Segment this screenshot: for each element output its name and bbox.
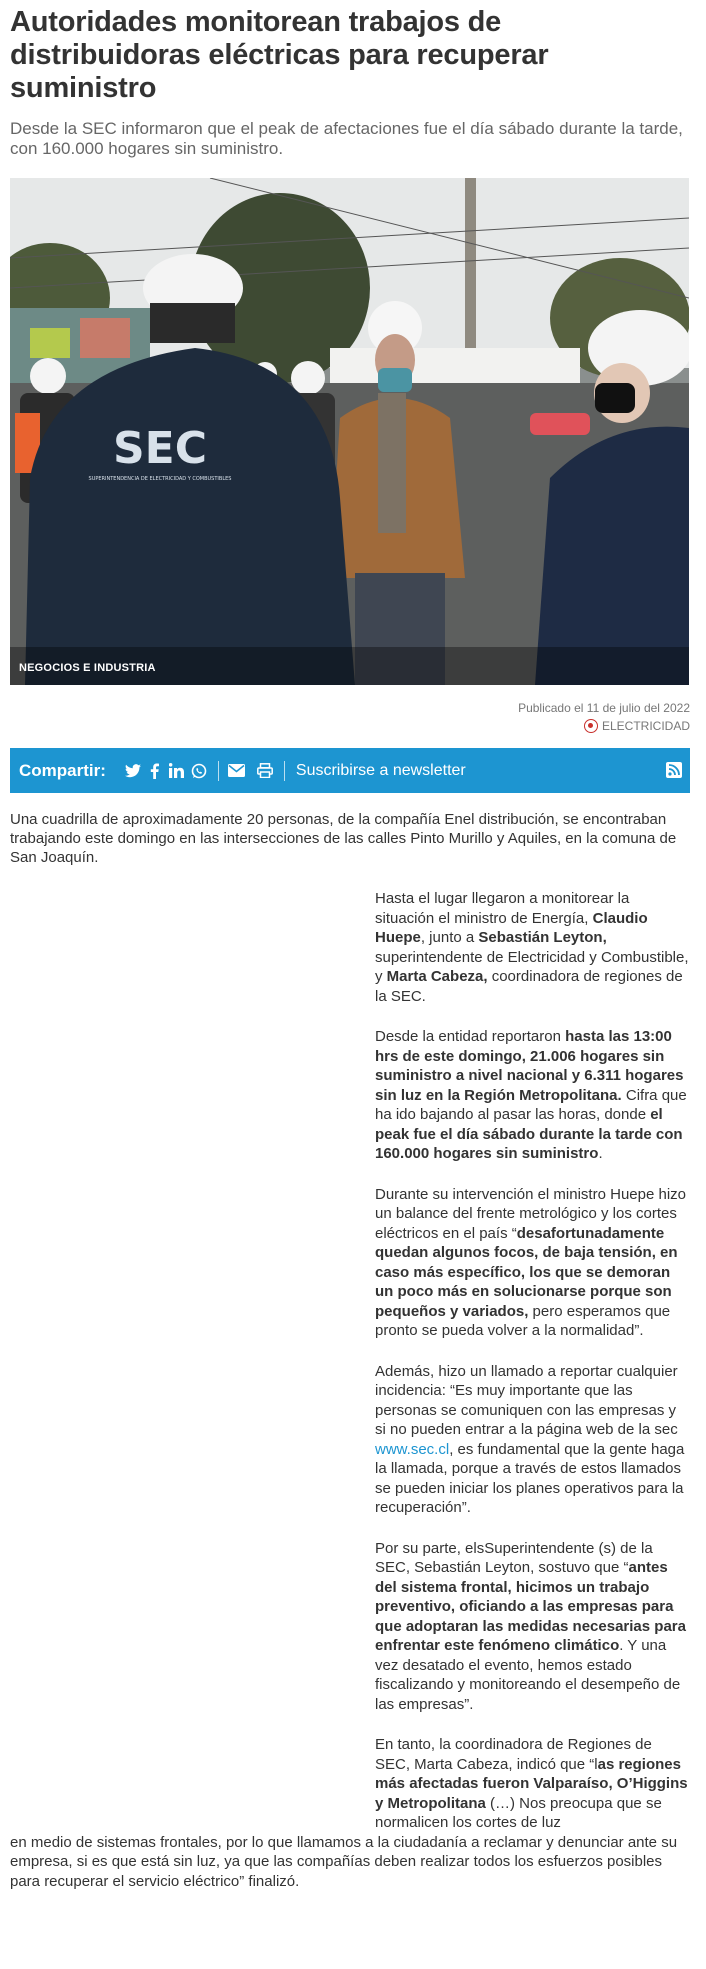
email-icon[interactable] [228,762,246,780]
twitter-icon[interactable] [124,762,142,780]
linkedin-icon[interactable] [168,762,186,780]
article [10,6,690,1891]
body-paragraph-6-continued: en medio de sistemas frontales, por lo que llamamos a la ciudadanía a reclamar y denunciar ante su empresa, si es que está sin luz, ya que las compañías deben realizar todos los esfuerzos posibles para recuperar el servicio eléctrico” finalizó. [10,1833,678,1890]
publish-date: Publicado el 11 de julio del 2022 [518,701,690,715]
rss-icon[interactable] [666,762,682,778]
body-paragraph-3: Durante su intervención el ministro Huepe hizo un balance del frente metrológico y los cortes eléctricos en el país “desafortunadamente quedan algunos focos, de baja tensión, en caso más específico, los que se demoran un poco más en solucionarse porque son pequeños y variados, pero esperamos que pronto se pueda volver a la normalidad”. [375,1185,686,1339]
body-paragraph-5: Por su parte, elsSuperintendente (s) de la SEC, Sebastián Leyton, sostuvo que “antes del sistema frontal, hicimos un trabajo preventivo, oficiando a las empresas para que adoptaran las medidas necesarias para enfrentar este fenómeno climático. Y una vez desatado el evento, hemos estado fiscalizando y monitoreando el desempeño de las empresas”. [375,1539,686,1713]
body-paragraph-2: Desde la entidad reportaron hasta las 13:00 hrs de este domingo, 21.006 hogares sin suministro a nivel nacional y 6.311 hogares sin luz en la Región Metropolitana. Cifra que ha ido bajando al pasar las horas, donde el peak fue el día sábado durante la tarde con 160.000 hogares sin suministro. [375,1028,687,1162]
article-body-column [375,889,690,1833]
category-label: ELECTRICIDAD [601,719,690,733]
jacket-text: SUPERINTENDENCIA DE ELECTRICIDAD Y COMBUSTIBLES [88,476,232,482]
image-category-tag[interactable]: NEGOCIOS E INDUSTRIA [19,662,156,674]
whatsapp-icon[interactable] [190,762,208,780]
article-title: Autoridades monitorean trabajos de distribuidoras eléctricas para recuperar suministro [10,6,549,104]
hero-image [10,178,689,685]
body-paragraph-6: En tanto, la coordinadora de Regiones de SEC, Marta Cabeza, indicó que “las regiones más afectadas fueron Valparaíso, O’Higgins y Metropolitana (…) Nos preocupa que se normalicen los cortes de luz [375,1736,688,1831]
sec-website-link[interactable]: www.sec.cl [375,1440,450,1458]
share-label: Compartir: [19,760,106,780]
article-subtitle: Desde la SEC informaron que el peak de afectaciones fue el día sábado durante la tarde, con 160.000 hogares sin suministro. [10,119,683,158]
category-dot-icon [584,719,598,733]
article-meta [10,699,690,738]
jacket-logo: SEC [112,423,208,474]
facebook-icon[interactable] [146,762,164,780]
print-icon[interactable] [256,762,274,780]
share-bar [10,748,690,793]
newsletter-link[interactable]: Suscribirse a newsletter [295,761,466,779]
body-paragraph-1: Hasta el lugar llegaron a monitorear la situación el ministro de Energía, Claudio Huepe, junto a Sebastián Leyton, superintendente de Electricidad y Combustible, y Marta Cabeza, coordinadora de regiones de la SEC. [375,890,689,1005]
hero-photo [10,178,689,685]
lead-paragraph: Una cuadrilla de aproximadamente 20 personas, de la compañía Enel distribución, se encontraban trabajando este domingo en las intersecciones de las calles Pinto Murillo y Aquiles, en la comuna de San Joaquín. [10,811,677,866]
category-link[interactable] [584,717,690,735]
body-paragraph-4: Además, hizo un llamado a reportar cualquier incidencia: “Es muy importante que las personas se comuniquen con las empresas y si no pueden entrar a la página web de la sec www.sec.cl, es fundamental que la gente haga la llamada, porque a través de estos llamados se pueden iniciar los planes operativos para la recuperación”. [375,1362,685,1516]
